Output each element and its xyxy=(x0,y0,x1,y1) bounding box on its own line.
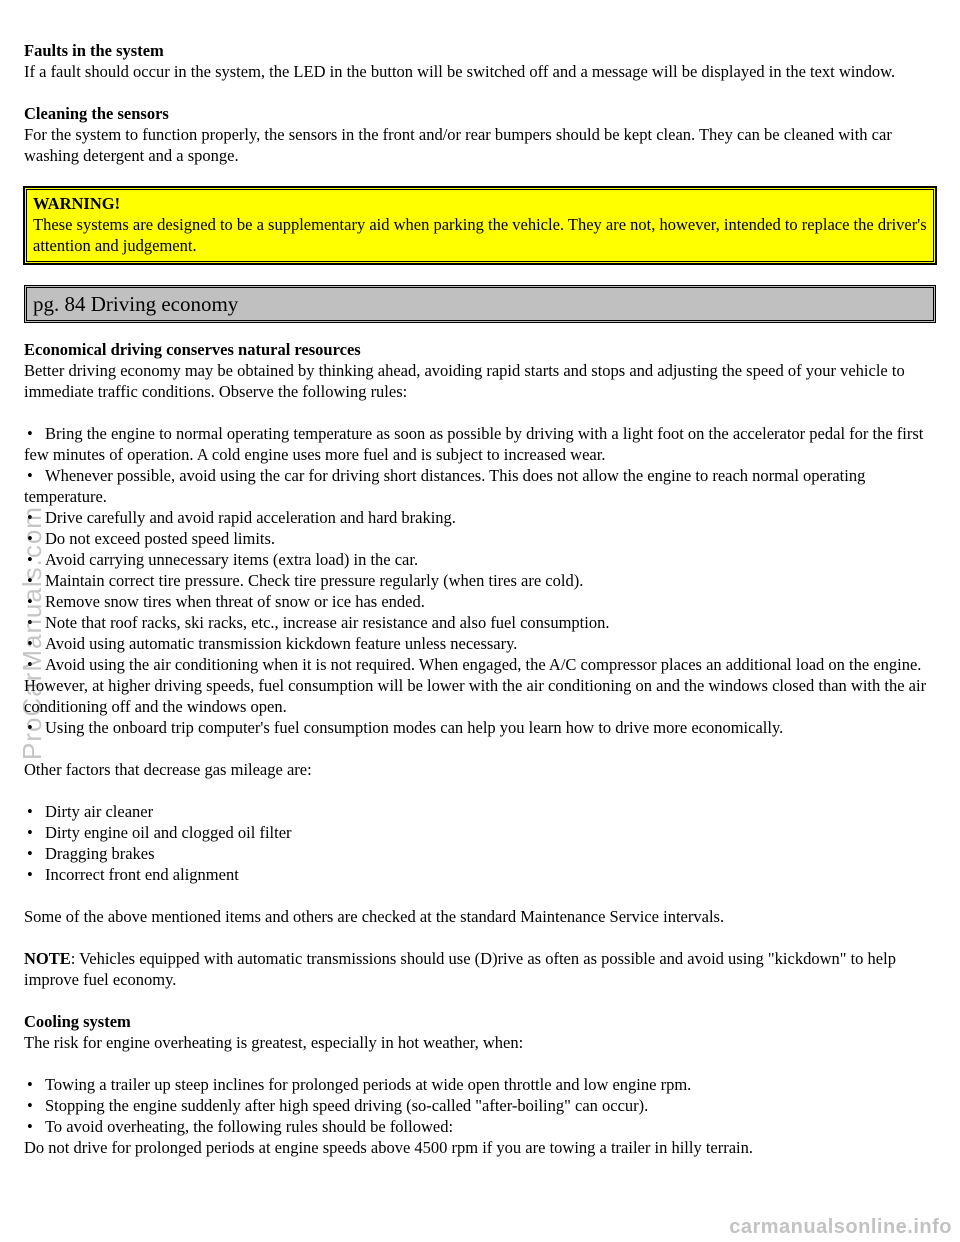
list-item: • Towing a trailer up steep inclines for prolonged periods at wide open throttle and low engine rpm. xyxy=(24,1074,936,1095)
note-text: : Vehicles equipped with automatic transmissions should use (D)rive as often as possible and avoid using "kickdown" to help improve fuel economy. xyxy=(24,949,896,989)
list-item: • Avoid carrying unnecessary items (extra load) in the car. xyxy=(24,549,936,570)
faults-text: If a fault should occur in the system, the LED in the button will be switched off and a message will be displayed in the text window. xyxy=(24,62,896,81)
faults-heading: Faults in the system xyxy=(24,41,164,60)
economy-section xyxy=(17,339,936,927)
list-item: • Maintain correct tire pressure. Check tire pressure regularly (when tires are cold). xyxy=(24,570,936,591)
other-factors-list xyxy=(24,801,936,885)
page-header-bar: pg. 84 Driving economy xyxy=(24,285,936,323)
cleaning-section xyxy=(24,103,936,166)
maintenance-text: Some of the above mentioned items and others are checked at the standard Maintenance Service intervals. xyxy=(24,907,725,926)
warning-box xyxy=(24,187,936,264)
side-watermark: ProCarManuals.com xyxy=(17,506,47,760)
list-item: • Remove snow tires when threat of snow or ice has ended. xyxy=(24,591,936,612)
list-item: • Dirty engine oil and clogged oil filter xyxy=(24,822,936,843)
cleaning-heading: Cleaning the sensors xyxy=(24,104,169,123)
list-item: • Whenever possible, avoid using the car for driving short distances. This does not allow the engine to reach normal operating temperature. xyxy=(24,465,936,507)
document-page xyxy=(17,40,936,1158)
list-item: • Note that roof racks, ski racks, etc., increase air resistance and also fuel consumption. xyxy=(24,612,936,633)
list-item: • Avoid using the air conditioning when it is not required. When engaged, the A/C compressor places an additional load on the engine. However, at higher driving speeds, fuel consumption will be lower with the air conditioning on and the windows closed than with the air conditioning off and the windows open. xyxy=(24,654,936,717)
list-item: • Stopping the engine suddenly after high speed driving (so-called "after-boiling" can occur). xyxy=(24,1095,936,1116)
economy-rules-list xyxy=(24,423,936,738)
faults-section xyxy=(24,40,936,82)
note-label: NOTE xyxy=(24,949,71,968)
list-item: • Using the onboard trip computer's fuel consumption modes can help you learn how to drive more economically. xyxy=(24,717,936,738)
cooling-last-line: Do not drive for prolonged periods at engine speeds above 4500 rpm if you are towing a trailer in hilly terrain. xyxy=(24,1138,754,1157)
list-item: • Bring the engine to normal operating temperature as soon as possible by driving with a light foot on the accelerator pedal for the first few minutes of operation. A cold engine uses more fuel and is subject to increased wear. xyxy=(24,423,936,465)
economy-heading: Economical driving conserves natural resources xyxy=(24,340,361,359)
list-item: • Drive carefully and avoid rapid acceleration and hard braking. xyxy=(24,507,936,528)
list-item: • Dragging brakes xyxy=(24,843,936,864)
economy-intro: Better driving economy may be obtained by thinking ahead, avoiding rapid starts and stops and adjusting the speed of your vehicle to immediate traffic conditions. Observe the following rules: xyxy=(24,361,905,401)
note-paragraph xyxy=(24,948,936,990)
other-factors-intro: Other factors that decrease gas mileage are: xyxy=(24,760,312,779)
list-item: • To avoid overheating, the following rules should be followed: xyxy=(24,1116,936,1137)
list-item: • Dirty air cleaner xyxy=(24,801,936,822)
cooling-heading: Cooling system xyxy=(24,1012,131,1031)
warning-title: WARNING! xyxy=(33,194,121,213)
list-item: • Avoid using automatic transmission kickdown feature unless necessary. xyxy=(24,633,936,654)
cooling-section xyxy=(24,1011,936,1158)
cleaning-text: For the system to function properly, the sensors in the front and/or rear bumpers should be kept clean. They can be cleaned with car washing detergent and a sponge. xyxy=(24,125,892,165)
bottom-watermark: carmanualsonline.info xyxy=(729,1216,952,1238)
list-item: • Incorrect front end alignment xyxy=(24,864,936,885)
warning-text: These systems are designed to be a supplementary aid when parking the vehicle. They are not, however, intended to replace the driver's attention and judgement. xyxy=(33,215,927,255)
cooling-intro: The risk for engine overheating is greatest, especially in hot weather, when: xyxy=(24,1033,524,1052)
list-item: • Do not exceed posted speed limits. xyxy=(24,528,936,549)
cooling-list xyxy=(24,1074,936,1137)
